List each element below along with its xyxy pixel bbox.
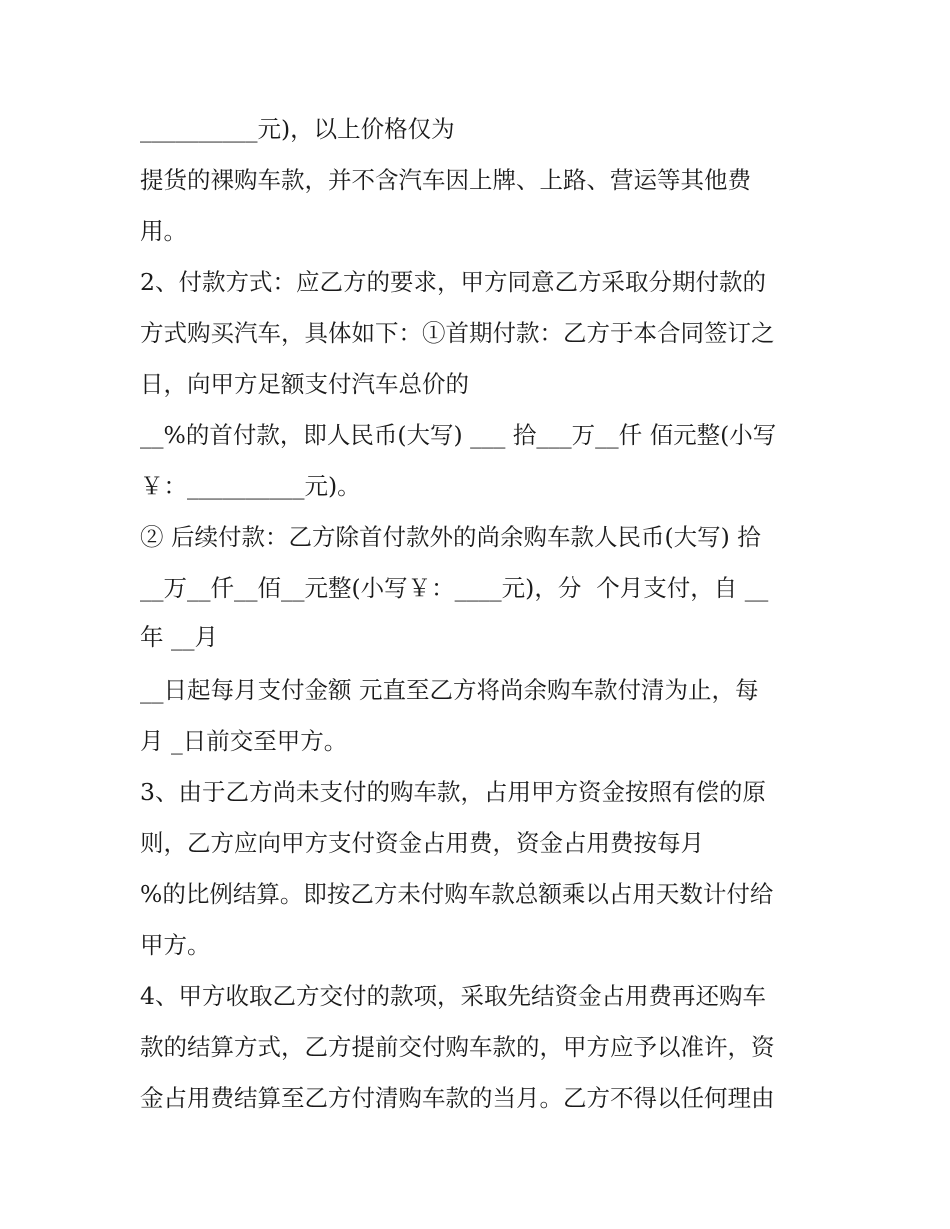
- text-line: 方式购买汽车，具体如下：①首期付款：乙方于本合同签订之: [140, 319, 775, 347]
- text-line: 年 __月: [140, 623, 218, 651]
- text-line: 款的结算方式，乙方提前交付购车款的，甲方应予以准许，资: [140, 1033, 775, 1061]
- text-line: 则，乙方应向甲方支付资金占用费，资金占用费按每月: [140, 829, 704, 857]
- text-line: 3、由于乙方尚未支付的购车款，占用甲方资金按照有偿的原: [140, 778, 766, 806]
- text-line: __________元)，以上价格仅为: [140, 115, 455, 143]
- text-line: ② 后续付款：乙方除首付款外的尚余购车款人民币(大写) 拾: [140, 523, 761, 551]
- text-line: 甲方。: [140, 931, 211, 959]
- text-line: __万__仟__佰__元整(小写￥：____元)，分 个月支付，自 __: [140, 574, 769, 602]
- text-line: 月 _日前交至甲方。: [140, 727, 348, 755]
- text-line: 提货的裸购车款，并不含汽车因上牌、上路、营运等其他费: [140, 166, 751, 194]
- text-line: 用。: [140, 217, 187, 245]
- text-line: 2、付款方式：应乙方的要求，甲方同意乙方采取分期付款的: [140, 268, 766, 296]
- text-line: 金占用费结算至乙方付清购车款的当月。乙方不得以任何理由: [140, 1084, 775, 1112]
- text-line: 日，向甲方足额支付汽车总价的: [140, 370, 469, 398]
- text-line: ￥：__________元)。: [140, 472, 361, 500]
- text-line: 4、甲方收取乙方交付的款项，采取先结资金占用费再还购车: [140, 982, 766, 1010]
- text-line: __日起每月支付金额 元直至乙方将尚余购车款付清为止，每: [140, 676, 759, 704]
- text-line: __%的首付款，即人民币(大写) ___ 拾___万__仟 佰元整(小写: [140, 421, 777, 449]
- text-line: %的比例结算。即按乙方未付购车款总额乘以占用天数计付给: [140, 880, 774, 908]
